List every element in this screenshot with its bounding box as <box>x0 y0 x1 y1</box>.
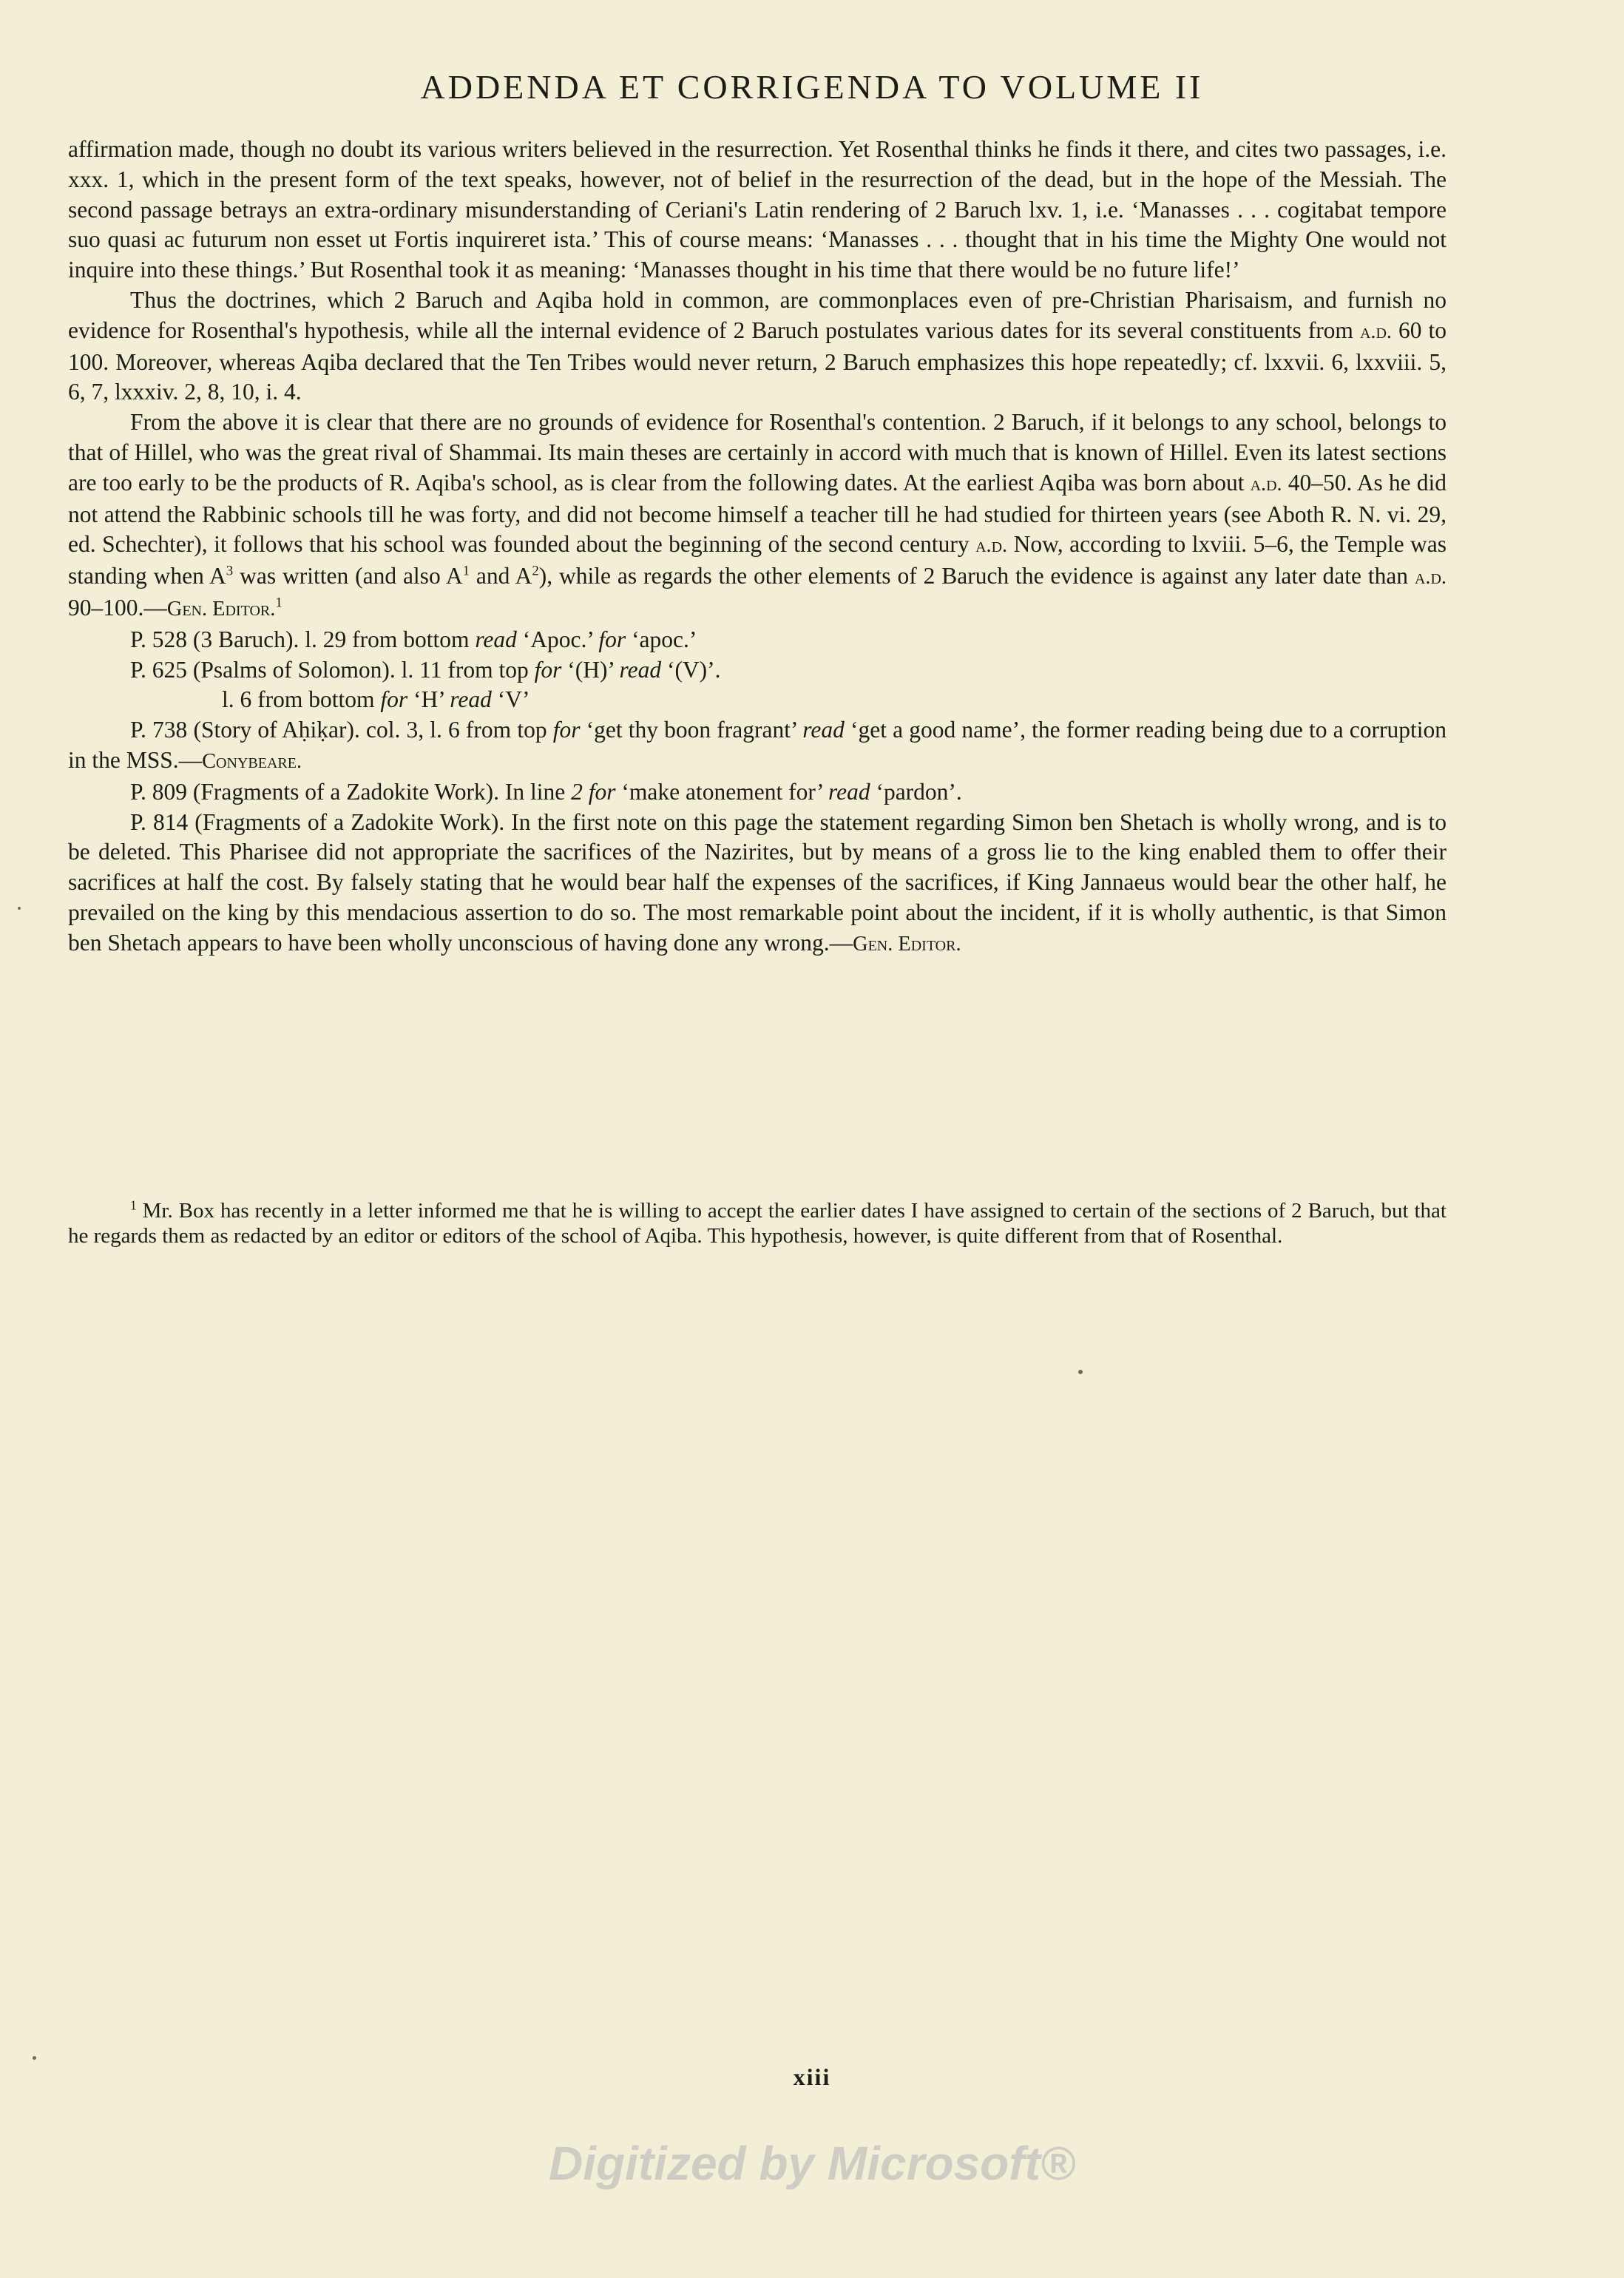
correction-p814: P. 814 (Fragments of a Zadokite Work). In the first note on this page the statement regarding Simon ben Shetach is wholly wrong, and is to be deleted. This Pharisee did not appropriate the sacrifices of the Nazirites, but by means of a gross lie to the king enabled them to offer their sacrifices at half the cost. By falsely stating that he would bear half the expenses of the sacrifices, if King Jannaeus would bear the other half, he prevailed on the king by this mendacious assertion to do so. The most remarkable point about the incident, if it is wholly authentic, is that Simon ben Shetach appears to have been wholly unconscious of having done any wrong.—Gen. Editor. <box>68 808 1447 956</box>
paragraph-3: From the above it is clear that there are no grounds of evidence for Rosenthal's contention. 2 Baruch, if it belongs to any school, belongs to that of Hillel, who was the great rival of Shammai. Its main theses are certainly in accord with much that is known of Hillel. Even its latest sections are too early to be the products of R. Aqiba's school, as is clear from the following dates. At the earliest Aqiba was born about a.d. 40–50. As he did not attend the Rabbinic schools till he was forty, and did not become himself a teacher till he had studied for thirteen years (see Aboth R. N. vi. 29, ed. Schechter), it follows that his school was founded about the beginning of the second century a.d. Now, according to lxviii. 5–6, the Temple was standing when $A^3$ was written (and also $A^1$ and $A^2$), while as regards the other elements of 2 Baruch the evidence is against any later date than a.d. 90–100.—Gen. Editor.$^1$ <box>68 409 1447 621</box>
correction-p625: P. 625 (Psalms of Solomon). l. 11 from top for ‘(H)’ read ‘(V)’. <box>130 656 721 683</box>
footnote-marker: 1 <box>130 1197 137 1213</box>
correction-p809: P. 809 (Fragments of a Zadokite Work). In line 2 for ‘make atonement for’ read ‘pardon’. <box>130 778 962 805</box>
paragraph-2: Thus the doctrines, which 2 Baruch and Aqiba hold in common, are commonplaces even of pre-Christian Pharisaism, and furnish no evidence for Rosenthal's hypothesis, while all the internal evidence of 2 Baruch postulates various dates for its several constituents from a.d. 60 to 100. Moreover, whereas Aqiba declared that the Ten Tribes would never return, 2 Baruch emphasizes this hope repeatedly; cf. lxxvii. 6, lxxviii. 5, 6, 7, lxxxiv. 2, 8, 10, i. 4. <box>68 286 1447 405</box>
footnote-reference: 1 <box>275 595 282 611</box>
correction-p738: P. 738 (Story of Aḥiḳar). col. 3, l. 6 from top for ‘get thy boon fragrant’ read ‘get a good name’, the former reading being due to a corruption in the MSS.—Conybeare. <box>68 717 1447 773</box>
page-number: xiii <box>793 2064 831 2090</box>
footnote <box>68 1198 1447 1248</box>
paragraph-1: affirmation made, though no doubt its various writers believed in the resurrection. Yet Rosenthal thinks he finds it there, and cites two passages, i.e. xxx. 1, which in the present form of the text speaks, however, not of belief in the resurrection of the dead, but in the hope of the Messiah. The second passage betrays an extra-ordinary misunderstanding of Ceriani's Latin rendering of 2 Baruch lxv. 1, i.e. ‘Manasses . . . cogitabat tempore suo quasi ac futurum non esset ut Fortis inquireret ista.’ This of course means: ‘Manasses . . . thought that in his time the Mighty One would not inquire into these things.’ But Rosenthal took it as meaning: ‘Manasses thought in his time that there would be no future life!’ <box>68 136 1447 283</box>
digitization-watermark: Digitized by Microsoft® <box>548 2137 1076 2190</box>
dust-speck <box>33 2056 36 2060</box>
dust-speck <box>1078 1370 1083 1374</box>
correction-p625-line6: l. 6 from bottom for ‘H’ read ‘V’ <box>222 686 530 713</box>
footnote-text: Mr. Box has recently in a letter informed me that he is willing to accept the earlier dates I have assigned to certain of the sections of 2 Baruch, but that he regards them as redacted by an editor or editors of the school of Aqiba. This hypothesis, however, is quite different from that of Rosenthal. <box>68 1199 1447 1248</box>
dust-speck <box>18 907 21 910</box>
running-header: ADDENDA ET CORRIGENDA TO VOLUME II <box>420 68 1204 106</box>
main-text <box>68 135 1447 960</box>
correction-p528: P. 528 (3 Baruch). l. 29 from bottom read ‘Apoc.’ for ‘apoc.’ <box>130 626 697 652</box>
